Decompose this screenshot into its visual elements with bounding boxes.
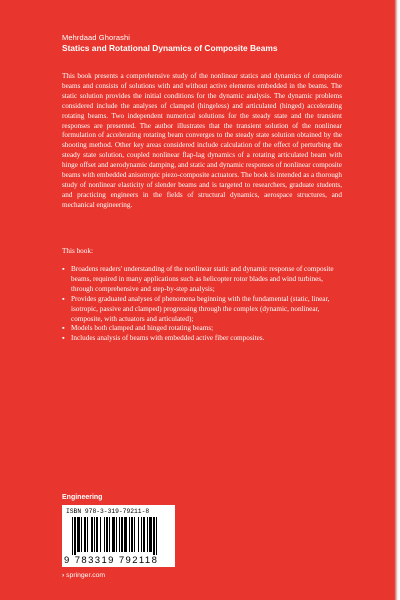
barcode-panel xyxy=(62,505,175,567)
author-name: Mehrdaad Ghorashi xyxy=(62,33,130,42)
bullet-icon: ▪ xyxy=(62,265,65,273)
feature-text: Includes analysis of beams with embedded active fiber composites. xyxy=(71,334,265,343)
isbn-text: ISBN 978-3-319-79211-8 xyxy=(66,508,150,515)
bullet-icon: ▪ xyxy=(62,324,65,333)
book-description xyxy=(62,72,342,211)
barcode-icon xyxy=(72,517,168,555)
publisher-link[interactable] xyxy=(62,572,105,579)
barcode-number: 9 783319 792118 xyxy=(64,555,159,566)
feature-list xyxy=(62,265,346,344)
description-text: This book presents a comprehensive study of the nonlinear statics and dynamics of composite beams and consists of solutions with and without active elements embedded in the beams. The static solution provides the initial conditions for the dynamic analysis. The dynamic problems considered include the analyses of clamped (hingeless) and articulated (hinged) accelerating rotating beams. Two independent numerical solutions for the steady state and the transient responses are presented. The author illustrates that the transient solution of the nonlinear formulation of accelerating rotating beam converges to the steady state solution obtained by the shooting method. Other key areas considered include calculation of the effect of perturbing the steady state solution, coupled nonlinear flap-lag dynamics of a rotating articulated beam with hinge offset and aerodynamic damping, and static and dynamic responses of nonlinear composite beams with embedded anisotropic piezo-composite actuators. The book is intended as a thorough study of nonlinear elasticity of slender beams and is targeted to researchers, graduate students, and practicing engineers in the fields of structural dynamics, aerospace structures, and mechanical engineering. xyxy=(62,72,342,209)
feature-text: Provides graduated analyses of phenomena beginning with the fundamental (static, linear, isotropic, passive and clamped) progressing through the complex (dynamic, nonlinear, composite, with actuators and articulated); xyxy=(71,294,330,323)
bullet-icon: ▪ xyxy=(62,334,65,343)
book-title: Statics and Rotational Dynamics of Composite Beams xyxy=(62,43,278,53)
feature-item xyxy=(62,334,346,344)
category-label: Engineering xyxy=(62,494,103,501)
feature-text: Models both clamped and hinged rotating beams; xyxy=(71,324,214,333)
feature-item xyxy=(62,324,346,334)
publisher-url: springer.com xyxy=(66,572,106,579)
feature-text: Broadens readers' understanding of the nonlinear static and dynamic response of composite beams, required in many applications such as helicopter rotor blades and wind turbines, through comprehensive and step-by-step analysis; xyxy=(71,265,334,293)
spine-edge xyxy=(394,0,400,600)
bullet-icon: ▪ xyxy=(62,294,65,303)
arrow-icon: › xyxy=(62,572,65,579)
feature-item xyxy=(62,295,346,325)
feature-item xyxy=(62,265,346,295)
this-book-label: This book: xyxy=(62,247,93,255)
